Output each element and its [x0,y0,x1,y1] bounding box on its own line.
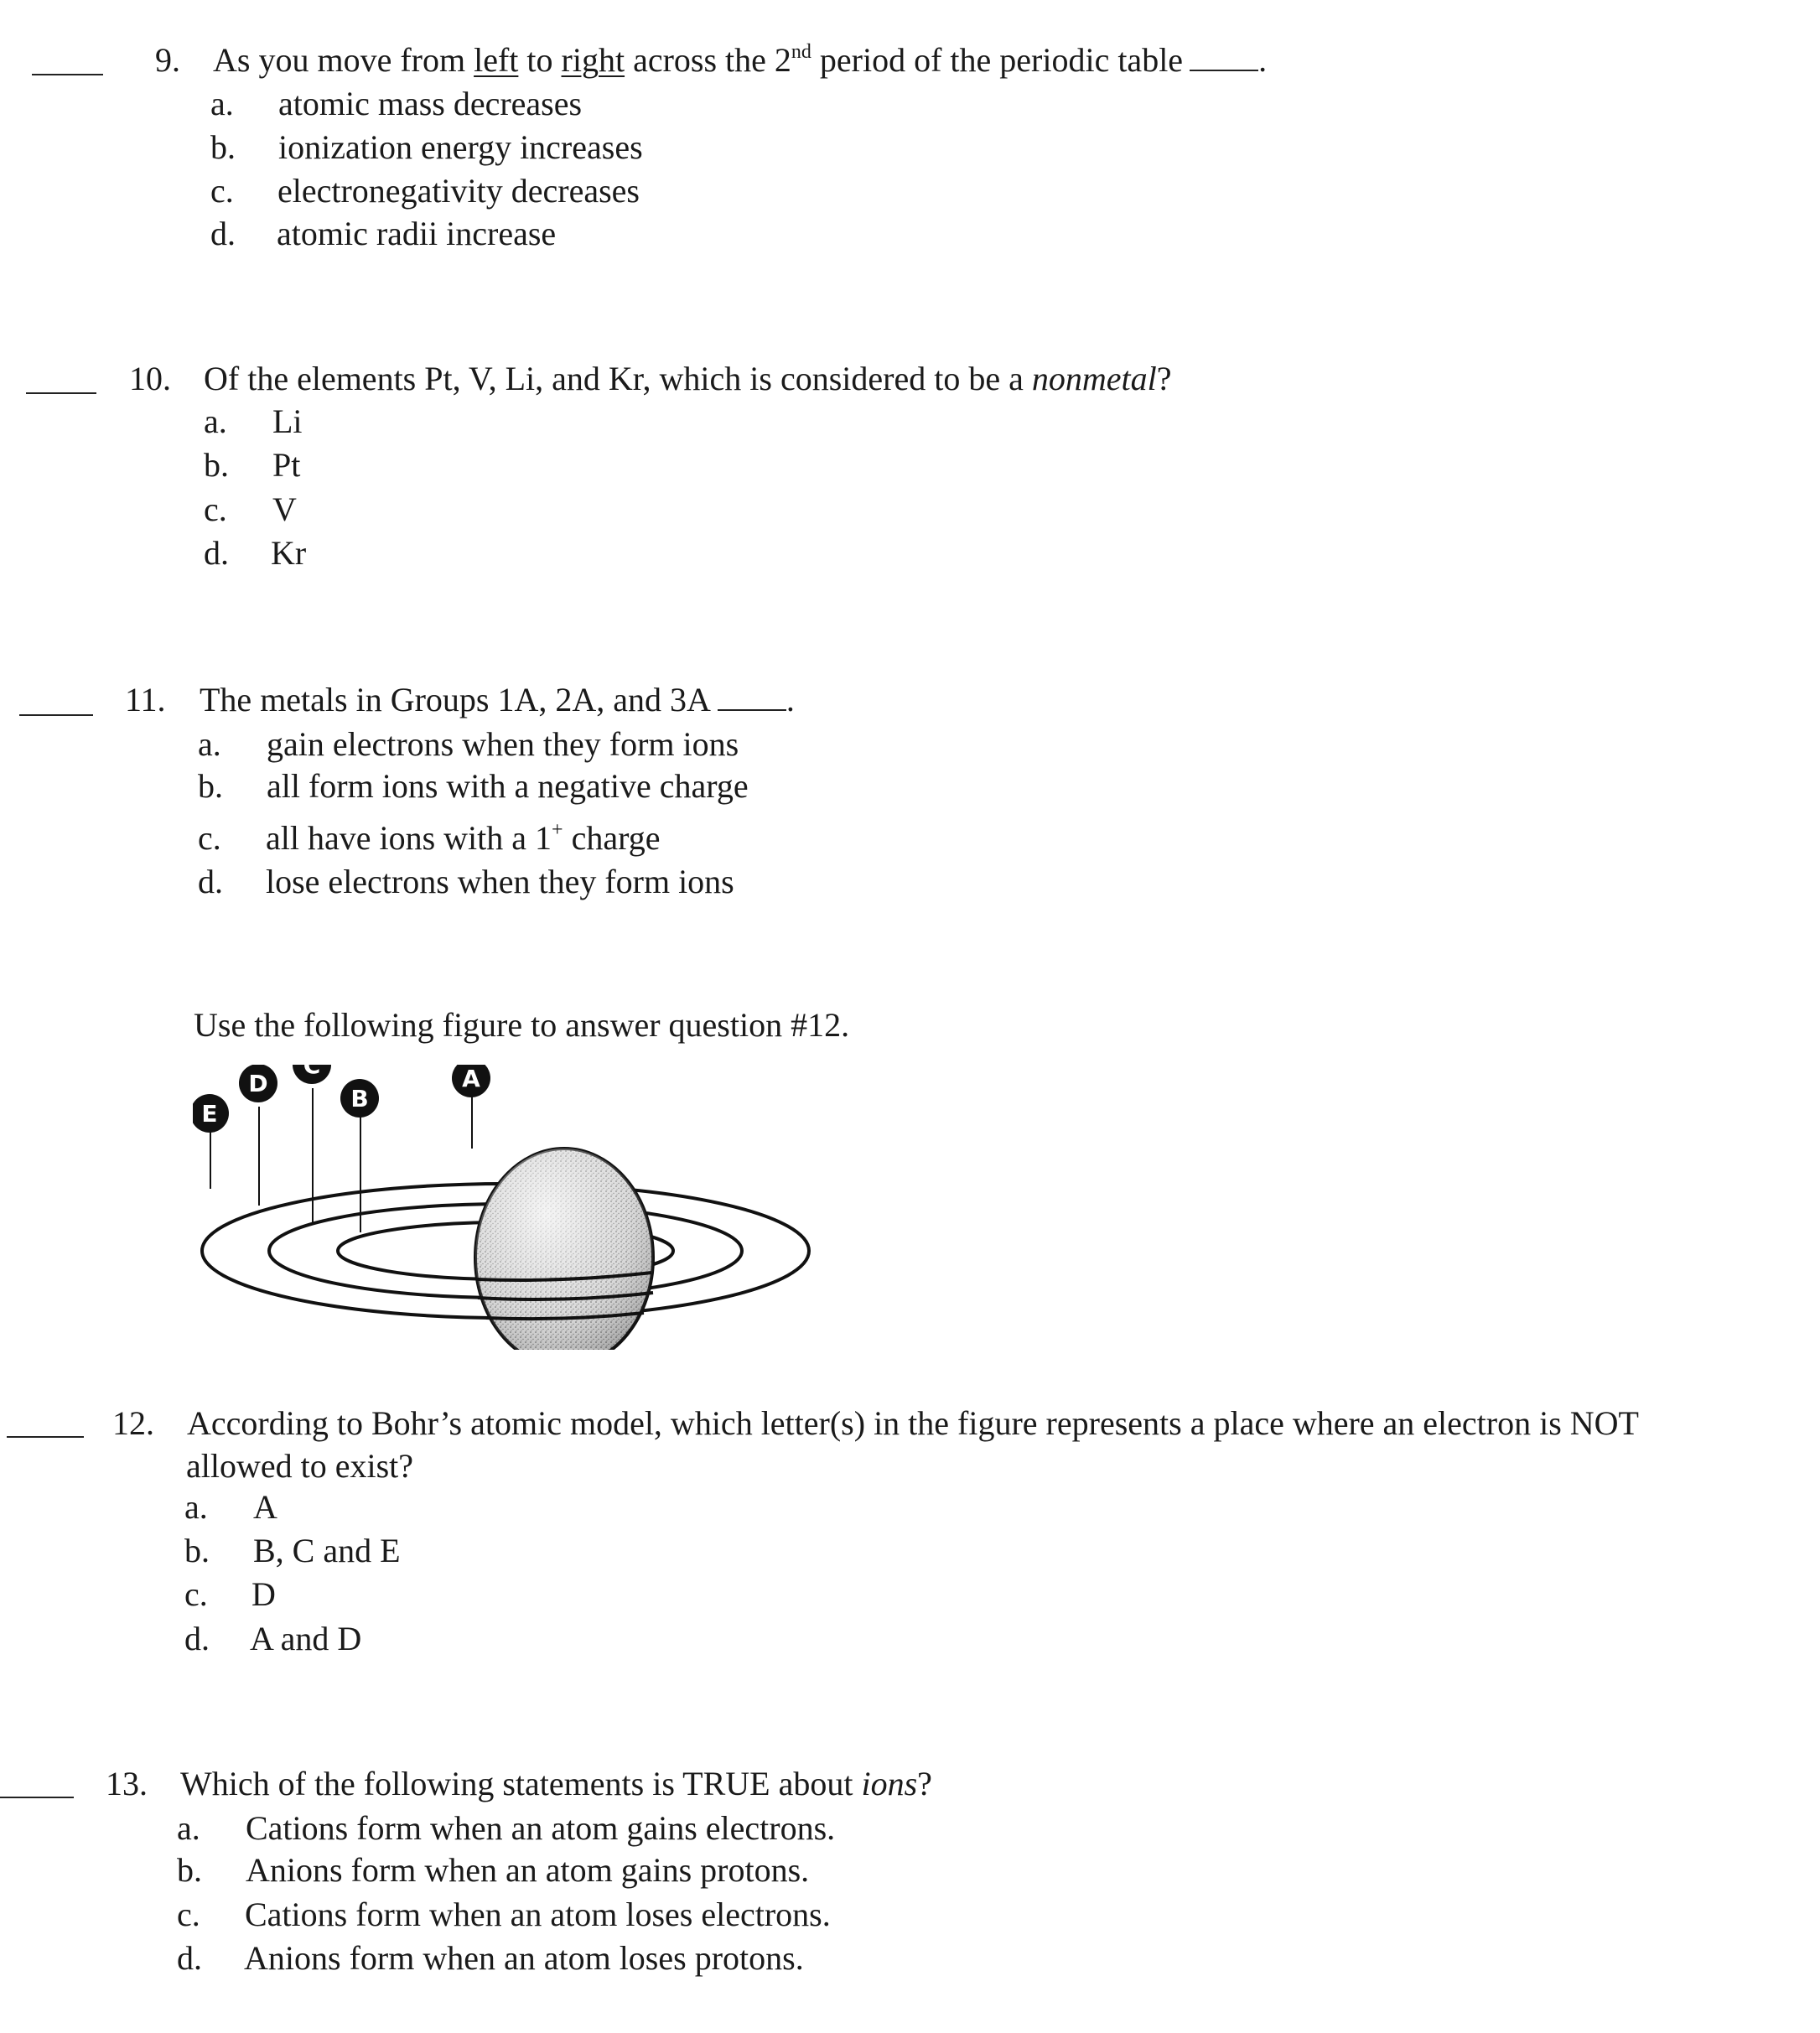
label-D [239,1065,277,1102]
stem-underlined-left: left [474,41,519,79]
option-text-q10-b: Pt [272,446,301,484]
answer-blank-q11[interactable] [19,714,93,716]
option-text-q9-b: ionization energy increases [278,128,643,166]
stem-period: . [1258,41,1268,79]
option-letter-q11-b: b. [198,767,223,805]
inline-blank [718,708,786,711]
svg-text:E: E [201,1100,218,1128]
option-letter-q13-d: d. [177,1939,202,1977]
stem-text: The metals in Groups 1A, 2A, and 3A [200,681,711,718]
label-E [193,1094,229,1133]
option-text-q13-b: Anions form when an atom gains protons. [246,1851,810,1889]
option-letter-q11-a: a. [198,725,221,763]
option-text-q9-d: atomic radii increase [277,215,557,252]
question-number-q12: 12. [112,1404,154,1442]
question-stem-q10 [204,362,1171,396]
option-text-q9-a: atomic mass decreases [278,85,583,122]
option-letter-q12-c: c. [184,1575,208,1613]
stem-italic: ions [861,1765,918,1802]
question-number-q11: 11. [125,681,166,718]
option-text-q12-d: A and D [250,1620,362,1657]
question-stem-q13 [180,1767,932,1801]
option-text-q11-a: gain electrons when they form ions [267,725,739,763]
label-B [340,1079,379,1118]
stem-text: across the 2 [625,41,791,79]
option-letter-q12-b: b. [184,1532,210,1569]
label-A [452,1065,490,1097]
option-text-q11-c [266,819,661,857]
bohr-atom-diagram [193,1065,847,1350]
option-letter-q12-d: d. [184,1620,210,1657]
option-text-q9-c: electronegativity decreases [277,172,640,210]
stem-text: As you move from [213,41,474,79]
question-stem-q12-line2: allowed to exist? [186,1447,414,1485]
option-text-q11-b: all form ions with a negative charge [267,767,749,805]
option-text-q12-c: D [251,1575,276,1613]
stem-text: to [518,41,562,79]
svg-text:C: C [303,1065,321,1079]
answer-blank-q13[interactable] [0,1797,74,1798]
stem-text: Which of the following statements is TRUE about [180,1765,862,1802]
figure-instruction: Use the following figure to answer question #12. [194,1006,850,1044]
option-letter-q10-a: a. [204,402,227,440]
answer-blank-q10[interactable] [26,392,96,394]
answer-blank-q9[interactable] [32,74,103,75]
bohr-model-figure [193,1065,847,1350]
answer-blank-q12[interactable] [7,1436,84,1438]
question-number-q10: 10. [129,360,171,397]
option-letter-q10-c: c. [204,490,227,528]
option-letter-q10-b: b. [204,446,229,484]
option-text-q13-a: Cations form when an atom gains electrons. [246,1809,836,1847]
option-letter-q12-a: a. [184,1488,208,1526]
question-number-q9: 9. [155,41,180,79]
option-text-q11-d: lose electrons when they form ions [266,863,734,900]
option-text: all have ions with a 1 [266,819,552,857]
label-C [293,1065,331,1084]
option-letter-q9-c: c. [210,172,234,210]
stem-superscript: nd [791,41,811,63]
stem-question-mark: ? [917,1765,932,1802]
svg-text:A: A [462,1065,480,1092]
stem-period: . [786,681,795,718]
option-text-q13-c: Cations form when an atom loses electrons. [245,1896,831,1933]
question-stem-q12-line1: According to Bohr’s atomic model, which letter(s) in the figure represents a place where an electron is NOT [187,1404,1639,1442]
question-number-q13: 13. [106,1765,148,1802]
stem-underlined-right: right [561,41,625,79]
stem-italic: nonmetal [1031,360,1157,397]
option-text: charge [563,819,661,857]
option-letter-q11-c: c. [198,819,221,857]
option-superscript: + [552,819,563,841]
option-letter-q13-a: a. [177,1809,200,1847]
option-text-q12-b: B, C and E [253,1532,401,1569]
inline-blank [1190,69,1258,71]
stem-question-mark: ? [1156,360,1172,397]
option-text-q12-a: A [253,1488,277,1526]
option-letter-q13-b: b. [177,1851,202,1889]
stem-text: period of the periodic table [811,41,1184,79]
option-text-q10-c: V [272,490,297,528]
option-letter-q9-b: b. [210,128,236,166]
option-letter-q9-a: a. [210,85,234,122]
svg-text:D: D [248,1070,268,1097]
option-text-q10-d: Kr [271,534,307,572]
option-text-q13-d: Anions form when an atom loses protons. [244,1939,804,1977]
option-letter-q13-c: c. [177,1896,200,1933]
option-text-q10-a: Li [272,402,303,440]
option-letter-q10-d: d. [204,534,229,572]
question-stem-q11 [200,683,795,717]
stem-text: Of the elements Pt, V, Li, and Kr, which is considered to be a [204,360,1032,397]
option-letter-q11-d: d. [198,863,223,900]
option-letter-q9-d: d. [210,215,236,252]
question-stem-q9 [213,41,1268,79]
svg-text:B: B [350,1085,369,1112]
